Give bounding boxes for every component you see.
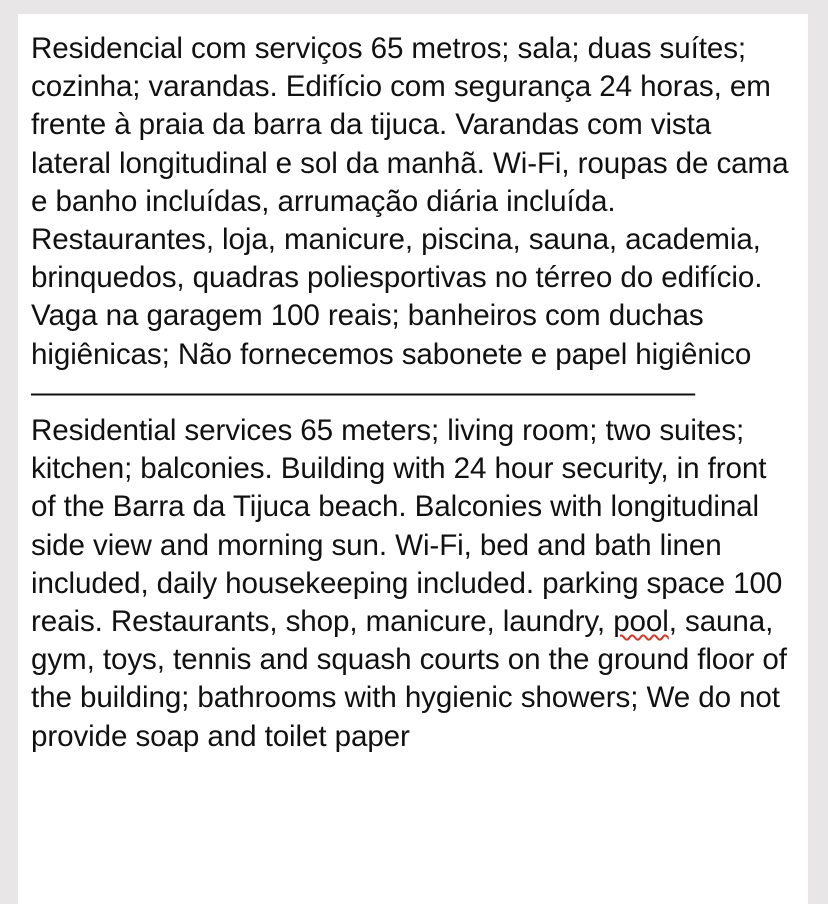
note-body[interactable] [18, 14, 808, 904]
english-text-part-2: , sauna, gym, toys, tennis and squash courts on the ground floor of the building; bathrooms with hygienic showers; We do not provide soap and toilet paper [31, 605, 795, 753]
portuguese-paragraph: Residencial com serviços 65 metros; sala; duas suítes; cozinha; varandas. Edifício com segurança 24 horas, em frente à praia da barra da tijuca. Varandas com vista lateral longitudinal e sol da manhã. Wi-Fi, roupas de cama e banho incluídas, arrumação diária incluída. Restaurantes, loja, manicure, piscina, sauna, academia, brinquedos, quadras poliesportivas no térreo do edifício. Vaga na garagem 100 reais; banheiros com duchas higiênicas; Não fornecemos sabonete e papel higiênico [31, 32, 797, 371]
english-text-part-1: Residential services 65 meters; living room; two suites; kitchen; balconies. Building with 24 hour security, in front of the Barra da Tijuca beach. Balconies with longitudinal side view and morning sun. Wi-Fi, bed and bath linen included, daily housekeeping included. parking space 100 reais. Restaurants, shop, manicure, laundry, [31, 414, 791, 639]
separator-line: ———————————————————————— [31, 375, 694, 409]
english-paragraph [31, 412, 798, 756]
spellcheck-flagged-word[interactable]: pool [613, 605, 669, 639]
